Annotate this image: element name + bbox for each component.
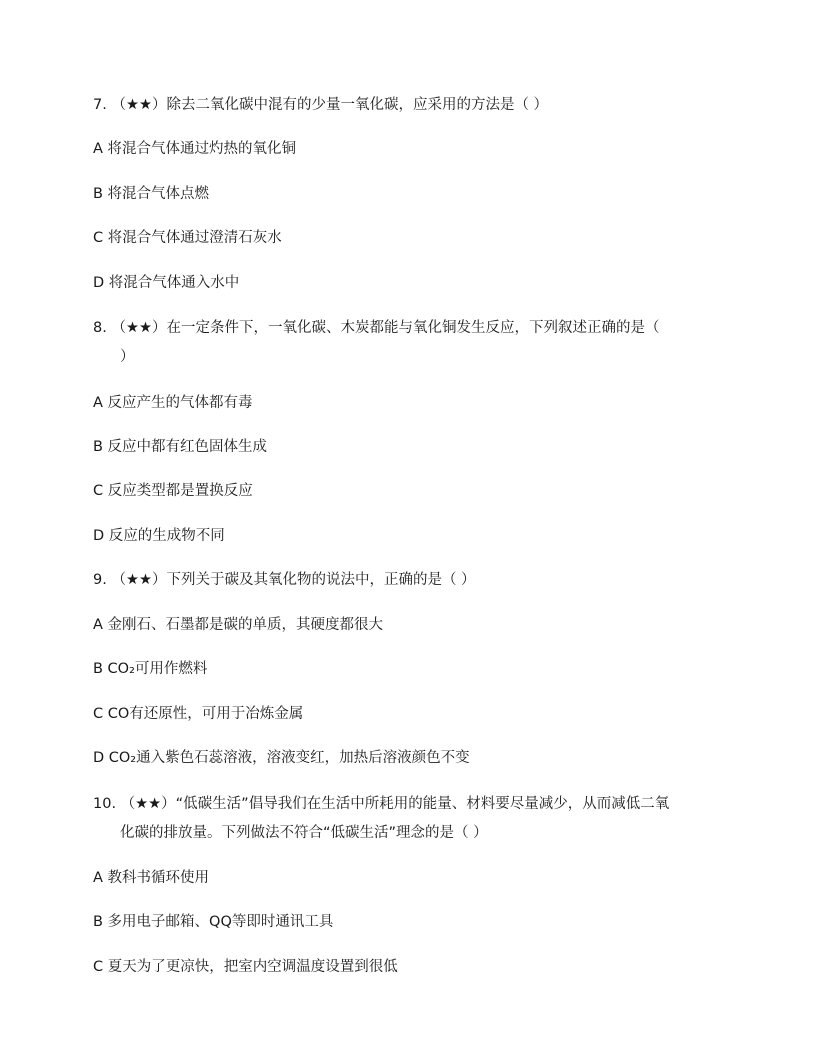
question-10-stem-continuation: 化碳的排放量。下列做法不符合“低碳生活”理念的是（ ） — [120, 825, 488, 841]
question-9-option-a: A 金刚石、石墨都是碳的单质，其硬度都很大 — [93, 617, 384, 633]
question-8-option-b: B 反应中都有红色固体生成 — [93, 439, 268, 455]
question-7-option-c: C 将混合气体通过澄清石灰水 — [93, 230, 282, 246]
question-7-option-a: A 将混合气体通过灼热的氧化铜 — [93, 141, 297, 157]
question-9-stem: 9. （★★）下列关于碳及其氧化物的说法中，正确的是（ ） — [93, 572, 476, 588]
question-10-option-b: B 多用电子邮箱、QQ等即时通讯工具 — [93, 914, 334, 930]
question-8-option-d: D 反应的生成物不同 — [93, 528, 225, 544]
question-7-stem: 7. （★★）除去二氧化碳中混有的少量一氧化碳，应采用的方法是（ ） — [93, 97, 549, 113]
question-10-stem: 10. （★★）“低碳生活”倡导我们在生活中所耗用的能量、材料要尽量减少，从而减低二氧 — [93, 796, 670, 812]
question-8-stem-continuation: ） — [120, 349, 135, 365]
question-7-option-d: D 将混合气体通入水中 — [93, 275, 240, 291]
question-9-option-d: D CO₂通入紫色石蕊溶液，溶液变红，加热后溶液颜色不变 — [93, 750, 470, 766]
question-10-option-c: C 夏天为了更凉快，把室内空调温度设置到很低 — [93, 959, 398, 975]
question-8-stem: 8. （★★）在一定条件下，一氧化碳、木炭都能与氧化铜发生反应，下列叙述正确的是（ — [93, 320, 660, 336]
question-10-option-a: A 教科书循环使用 — [93, 870, 210, 886]
question-9-option-b: B CO₂可用作燃料 — [93, 661, 208, 677]
question-8-option-c: C 反应类型都是置换反应 — [93, 483, 253, 499]
question-8-option-a: A 反应产生的气体都有毒 — [93, 395, 253, 411]
question-9-option-c: C CO有还原性，可用于冶炼金属 — [93, 706, 304, 722]
question-7-option-b: B 将混合气体点燃 — [93, 186, 210, 202]
